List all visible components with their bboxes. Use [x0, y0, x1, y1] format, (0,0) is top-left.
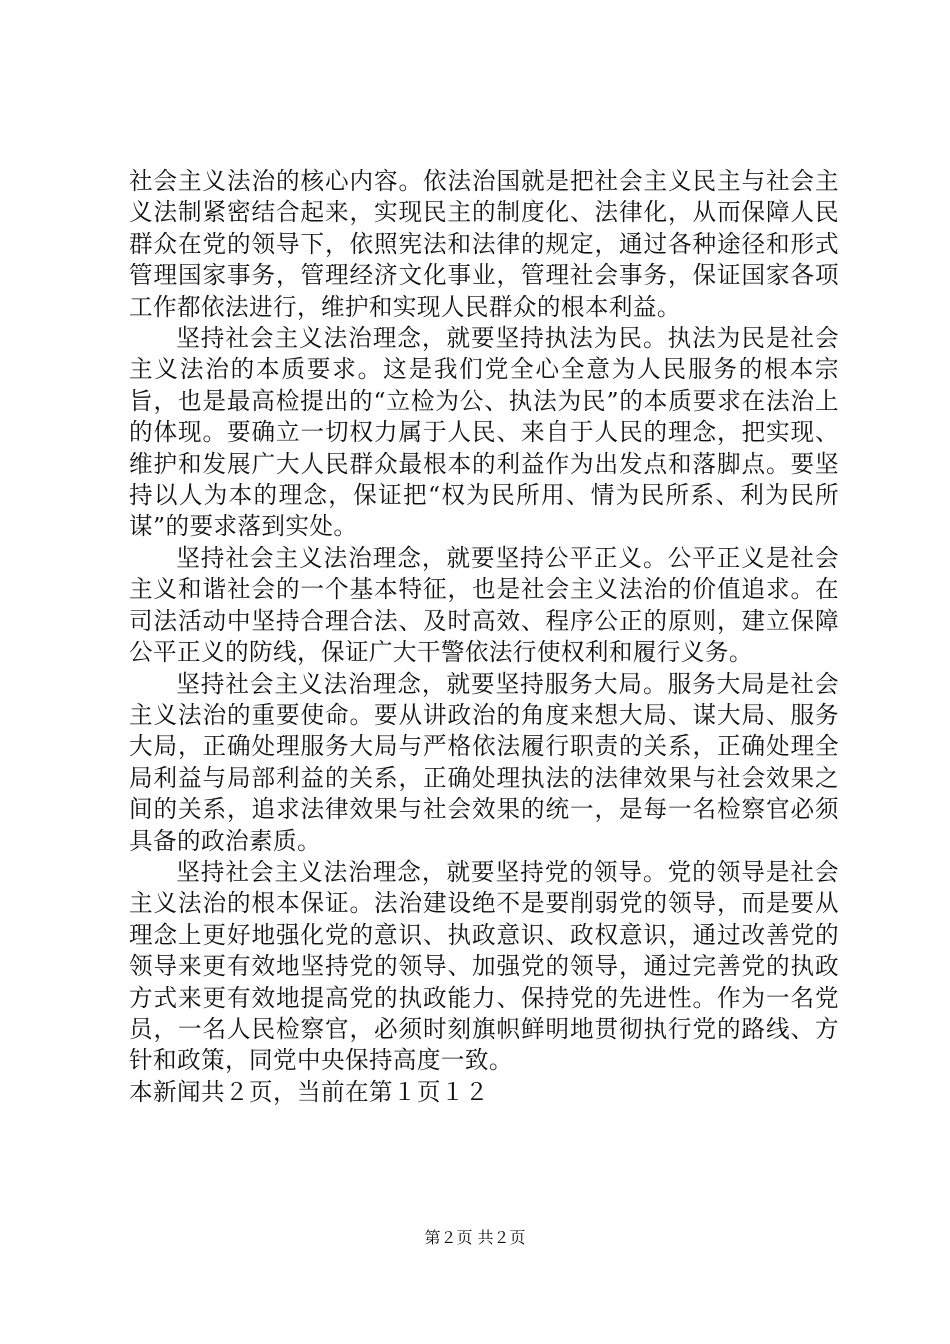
- paragraph-5: 坚持社会主义法治理念，就要坚持党的领导。党的领导是社会主义法治的根本保证。法治建设绝不是要削弱党的领导，而是要从理念上更好地强化党的意识、执政意识、政权意识，通过改善党的领导来更有效地坚持党的领导、加强党的领导，通过完善党的执政方式来更有效地提高党的执政能力、保持党的先进性。作为一名党员，一名人民检察官，必须时刻旗帜鲜明地贯彻执行党的路线、方针和政策，同党中央保持高度一致。: [129, 857, 839, 1075]
- paragraph-4: 坚持社会主义法治理念，就要坚持服务大局。服务大局是社会主义法治的重要使命。要从讲政治的角度来想大局、谋大局、服务大局，正确处理服务大局与严格依法履行职责的关系，正确处理全局利益与局部利益的关系，正确处理执法的法律效果与社会效果之间的关系，追求法律效果与社会效果的统一，是每一名检察官必须具备的政治素质。: [129, 669, 839, 855]
- document-body: [129, 166, 839, 1108]
- paragraph-1: 社会主义法治的核心内容。依法治国就是把社会主义民主与社会主义法制紧密结合起来，实现民主的制度化、法律化，从而保障人民群众在党的领导下，依照宪法和法律的规定，通过各种途径和形式管理国家事务，管理经济文化事业，管理社会事务，保证国家各项工作都依法进行，维护和实现人民群众的根本利益。: [129, 167, 839, 321]
- pager-note: 本新闻共２页，当前在第１页１２: [129, 1077, 489, 1106]
- page-footer: 第２页 共２页: [424, 1228, 526, 1247]
- paragraph-3: 坚持社会主义法治理念，就要坚持公平正义。公平正义是社会主义和谐社会的一个基本特征，也是社会主义法治的价值追求。在司法活动中坚持合理合法、及时高效、程序公正的原则，建立保障公平正义的防线，保证广大干警依法行使权利和履行义务。: [129, 543, 839, 667]
- paragraph-2: 坚持社会主义法治理念，就要坚持执法为民。执法为民是社会主义法治的本质要求。这是我们党全心全意为人民服务的根本宗旨，也是最高检提出的“立检为公、执法为民”的本质要求在法治上的体现。要确立一切权力属于人民、来自于人民的理念，把实现、维护和发展广大人民群众最根本的利益作为出发点和落脚点。要坚持以人为本的理念，保证把“权为民所用、情为民所系、利为民所谋”的要求落到实处。: [129, 324, 839, 541]
